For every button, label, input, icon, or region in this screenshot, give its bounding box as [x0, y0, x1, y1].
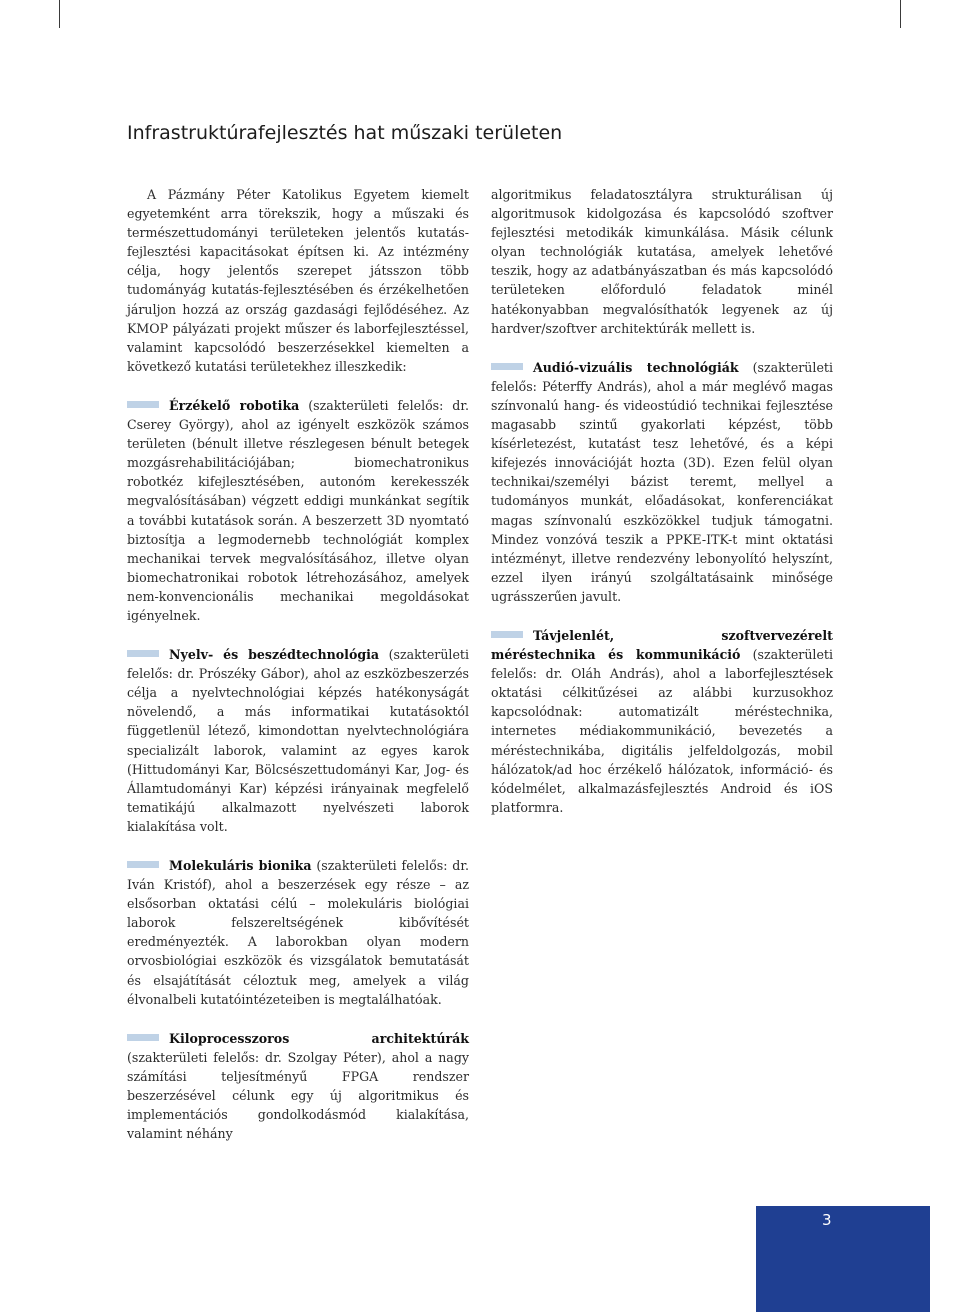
- section-marker: [127, 1034, 159, 1041]
- section-text: (szakterületi felelős: dr. Oláh András), ahol a laborfejlesztések oktatási célkitűzései az alábbi kurzusokhoz kapcsolódnak: automatizált méréstechnika, internetes médiakommunikáció, bevezetés a méréstechnikába, digitális jelfeldolgozás, mobil hálózatok/ad hoc érzékelő hálózatok, információ- és kódelmélet, alkalmazásfejlesztés Android és iOS platformra.: [491, 647, 833, 815]
- left-column: [127, 185, 469, 1143]
- section-molekularis-bionika: [127, 856, 469, 1009]
- continuation-paragraph: algoritmikus feladatosztályra strukturálisan új algoritmusok kidolgozása és kapcsolódó szoftver fejlesztési metodikák kimunkálása. Másik célunk olyan technológiák kutatása, amelyek lehetővé teszik, hogy az adatbányászatban és más kapcsolódó területeken előforduló feladatok minél hatékonyabban megvalósíthatók legyenek az új hardver/szoftver architektúrák mellett is.: [491, 187, 833, 336]
- section-marker: [127, 861, 159, 868]
- crop-mark-top-left: [59, 0, 60, 28]
- page-number-box: [756, 1206, 930, 1312]
- section-marker: [491, 631, 523, 638]
- page-number: 3: [822, 1211, 832, 1229]
- section-heading: Érzékelő robotika: [169, 397, 300, 413]
- section-marker: [491, 363, 523, 370]
- section-marker: [127, 650, 159, 657]
- section-text: (szakterületi felelős: dr. Prószéky Gábor), ahol az eszközbeszerzés célja a nyelvtechnológiai képzés hatékonyságát növelendő, a más informatikai kutatásoktól függetlenül létező, kimondottan nyelvtechnológiára specializált laborok, valamint az egyes karok (Hittudományi Kar, Bölcsészettudományi Kar, Jog- és Államtudományi Kar) képzési irányainak megfelelő tematikájú alkalmazott nyelvészeti laborok kialakítása volt.: [127, 647, 469, 834]
- page-title: Infrastruktúrafejlesztés hat műszaki területen: [127, 122, 563, 144]
- section-erzekelo-robotika: [127, 396, 469, 625]
- crop-mark-top-right: [900, 0, 901, 28]
- section-nyelv-beszedtechnologia: [127, 645, 469, 836]
- section-heading: Kiloprocesszoros architektúrák: [169, 1030, 469, 1046]
- section-text: (szakterületi felelős: dr. Iván Kristóf), ahol a beszerzések egy része – az elsősorban oktatási célú – molekuláris biológiai laborok felszereltségének kibővítését eredményezték. A laborokban olyan modern orvosbiológiai eszközök és vizsgálatok bemutatását és elsajátítását céloztuk meg, amelyek a világ élvonalbeli kutatóintézeteiben is megtalálhatóak.: [127, 858, 469, 1007]
- intro-paragraph: A Pázmány Péter Katolikus Egyetem kiemelt egyetemként arra törekszik, hogy a műszaki és természettudományi területeken jelentős kutatás-fejlesztési kapacitásokat építsen ki. Az intézmény célja, hogy jelentős szerepet játsszon több tudományág kutatás-fejlesztésében és érzékelhetően járuljon hozzá az ország gazdasági fejlődéséhez. Az KMOP pályázati projekt műszer és laborfejlesztéssel, valamint kapcsolódó beszerzésekkel kiemelten a következő kutatási területekhez illeszkedik:: [127, 187, 469, 374]
- right-column: [491, 185, 833, 817]
- section-heading: Audió-vizuális technológiák: [533, 359, 739, 375]
- section-marker: [127, 401, 159, 408]
- section-text: (szakterületi felelős: dr. Cserey György), ahol az igényelt eszközök számos területen (bénult illetve részlegesen bénult betegek mozgásrehabilitációjában; biomechatronikus robotkéz kifejlesztésében, autonóm kerekesszék megvalósításában) végzett eddigi munkánkat segítik a további kutatások során. A beszerzett 3D nyomtató biztosítja a legmodernebb technológiát komplex mechanikai tervek megvalósításához, illetve olyan biomechatronikai robotok létrehozásához, amelyek nem-konvencionális mechanikai megoldásokat igényelnek.: [127, 397, 469, 623]
- section-heading: Molekuláris bionika: [169, 858, 312, 873]
- section-kiloprocesszoros-architekturak: [127, 1029, 469, 1144]
- section-heading: Távjelenlét, szoftvervezérelt méréstechnika és kommunikáció: [491, 627, 833, 663]
- section-heading: Nyelv- és beszédtechnológia: [169, 647, 380, 663]
- section-text: (szakterületi felelős: dr. Szolgay Péter), ahol a nagy számítási teljesítményű FPGA rendszer beszerzésével célunk egy új algoritmikus és implementációs gondolkodásmód kialakítása, valamint néhány: [127, 1049, 469, 1142]
- section-tavjelenlet: [491, 626, 833, 817]
- section-text: (szakterületi felelős: Péterffy András), ahol a már meglévő magas színvonalú hang- és videostúdió technikai fejlesztése magasabb szintű gyakorlati képzést, több kísérletezést, kutatást tesz lehetővé, és a képi kifejezés innovációját hozta (3D). Ezen felül olyan technikai/személyi bázist teremt, mellyel a tudományos munkát, előadásokat, konferenciákat magas színvonalú eszközökkel tudjuk támogatni. Mindez vonzóvá teszik a PPKE-ITK-t mint oktatási intézményt, illetve rendezvény lebonyolító helyszínt, ezzel ilyen irányú szolgáltatásaink minősége ugrásszerűen javult.: [491, 359, 833, 604]
- section-audio-vizualis: [491, 358, 833, 606]
